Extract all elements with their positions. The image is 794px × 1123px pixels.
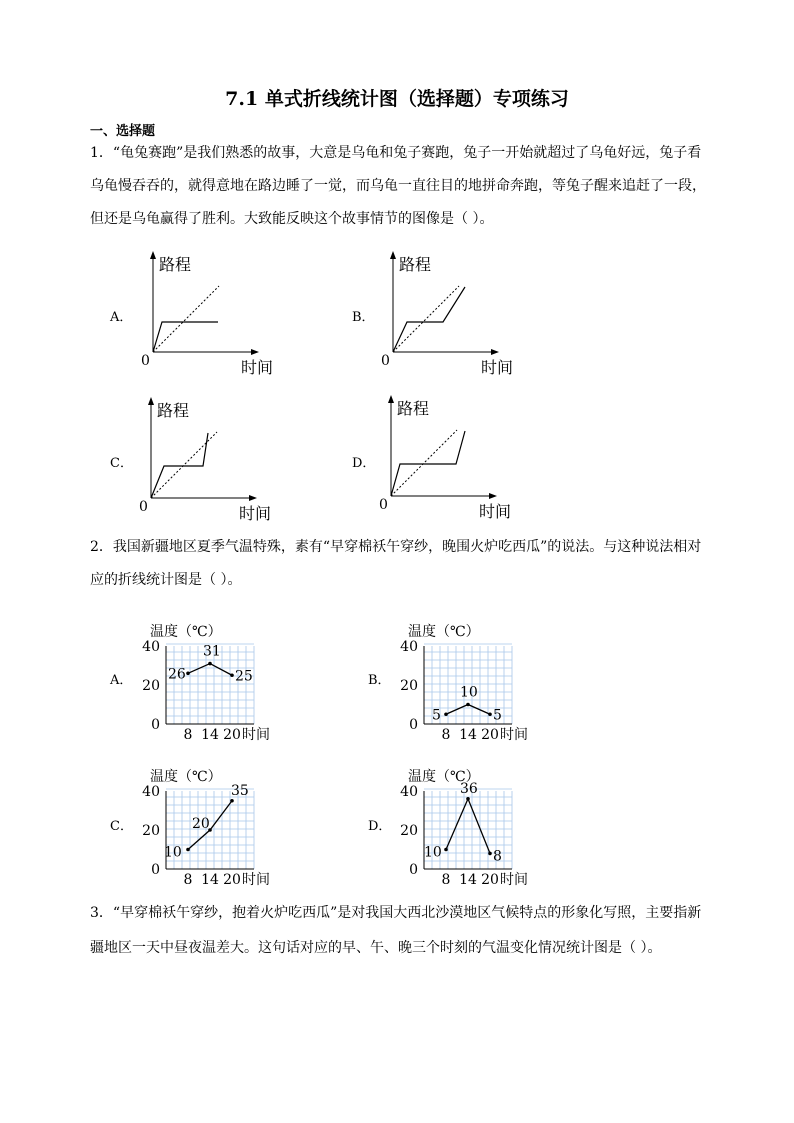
q2-chart-a-option-label: A． [110,673,133,688]
q2-chart-b-point [466,703,470,707]
q2-chart-b-y-tick: 0 [409,717,418,733]
q2-chart-a-y-tick: 40 [142,639,160,655]
q2-chart-b-data-label: 5 [432,707,441,724]
q1-option-d-y-arrow-icon [388,395,394,403]
q2-chart-c-data-label: 20 [192,816,210,832]
q1-option-b-rabbit-line [393,287,465,352]
q2-chart-c-x-tick: 14 [201,872,219,888]
q1-option-d-tortoise-line [391,430,457,496]
q2-chart-a-y-tick: 0 [151,717,160,733]
q2-chart-c-point [230,799,234,803]
q2-chart-a-data-label: 26 [168,666,186,683]
q2-chart-c-option-label: C． [110,819,133,834]
q1-option-a-y-label: 路程 [159,255,192,274]
q2-chart-a-x-tick: 20 [223,727,241,743]
q1-option-b-tortoise-line [393,286,459,352]
q1-option-a-label: A． [110,310,133,325]
q1-option-b-y-label: 路程 [399,255,432,274]
q2-chart-d-y-tick: 40 [400,784,418,800]
q1-option-b-label: B． [352,310,375,325]
q2-chart-c-point [186,848,190,852]
question-3-text: 3．“早穿棉袄午穿纱，抱着火炉吃西瓜”是对我国大西北沙漠地区气候特点的形象化写照，主要指新疆地区一天中昼夜温差大。这句话对应的早、午、晚三个时刻的气温变化情况统计图是（ ）。 [90,905,702,956]
q2-chart-b-y-tick: 40 [400,639,418,655]
q1-option-c-x-label: 时间 [239,504,272,523]
q1-option-d-y-label: 路程 [397,399,430,418]
q1-option-a-x-arrow-icon [251,349,259,355]
q1-option-d-rabbit-line [391,431,465,496]
q2-chart-d-y-label: 温度（℃） [408,769,480,785]
q2-chart-c-y-tick: 20 [142,823,160,839]
section-heading: 一、选择题 [90,124,156,139]
q1-option-a-tortoise-line [153,286,219,352]
q1-option-a-origin: 0 [141,353,150,369]
q1-option-d-label: D． [352,456,376,471]
q1-option-c-origin: 0 [139,499,148,515]
q2-chart-b-data-label: 10 [460,684,478,701]
q1-option-c-x-arrow-icon [249,495,257,501]
q2-chart-a-y-label: 温度（℃） [150,624,222,640]
q2-chart-a-point [208,662,212,666]
q1-option-a-rabbit-line [153,322,218,352]
q1-option-b-x-arrow-icon [491,349,499,355]
q2-chart-c-x-tick: 20 [223,872,241,888]
q1-option-d-x-label: 时间 [479,502,512,521]
q2-chart-d-data-label: 36 [460,780,478,797]
q2-chart-d-data-label: 10 [424,844,442,861]
q2-chart-d-x-tick: 8 [441,872,451,888]
q2-chart-a-data-label: 31 [203,643,221,660]
q1-option-c-label: C． [110,456,133,471]
q2-chart-a-x-tick: 8 [183,727,193,743]
q1-option-c-rabbit-line [151,433,208,498]
q2-chart-d-point [488,852,492,856]
q2-chart-d-data-label: 8 [493,848,502,865]
q2-chart-a-data-label: 25 [235,668,253,685]
q2-chart-c-x-label: 时间 [242,872,270,888]
question-1-text: 1．“龟兔赛跑”是我们熟悉的故事，大意是乌龟和兔子赛跑，兔子一开始就超过了乌龟好远，兔子看乌龟慢吞吞的，就得意地在路边睡了一觉，而乌龟一直往目的地拼命奔跑，等兔子醒来追赶了一段，但还是乌龟赢得了胜利。大致能反映这个故事情节的图像是（ ）。 [90,145,706,227]
q2-chart-d-y-tick: 20 [400,823,418,839]
q2-chart-b-x-tick: 20 [481,727,499,743]
q2-chart-b-x-tick: 14 [459,727,477,743]
q2-chart-d-y-tick: 0 [409,862,418,878]
q2-chart-a-x-label: 时间 [242,727,270,743]
q2-chart-b-x-label: 时间 [500,727,528,743]
q1-option-c-y-label: 路程 [157,401,190,420]
q1-option-b-y-arrow-icon [390,251,396,259]
q2-chart-d-option-label: D． [368,819,392,834]
q2-chart-b-option-label: B． [368,673,391,688]
q1-option-d-x-arrow-icon [489,493,497,499]
q2-chart-c-y-label: 温度（℃） [150,769,222,785]
q1-option-a-x-label: 时间 [241,358,274,377]
q1-option-c-y-arrow-icon [148,397,154,405]
q2-chart-c-x-tick: 8 [183,872,193,888]
q2-chart-d-x-tick: 14 [459,872,477,888]
q1-option-a-y-arrow-icon [150,251,156,259]
q2-chart-d-x-label: 时间 [500,872,528,888]
q2-chart-b-y-label: 温度（℃） [408,624,480,640]
q2-chart-b-point [488,712,492,716]
q2-chart-b-point [444,712,448,716]
q2-chart-c-data-label: 35 [231,782,249,799]
q2-chart-c-y-tick: 40 [142,784,160,800]
q1-option-b-origin: 0 [381,353,390,369]
q2-chart-a-y-tick: 20 [142,678,160,694]
page-title: 7.1 单式折线统计图（选择题）专项练习 [225,88,569,110]
q1-option-d-origin: 0 [379,497,388,513]
q2-chart-b-x-tick: 8 [441,727,451,743]
q2-chart-d-point [466,797,470,801]
question-2-text: 2．我国新疆地区夏季气温特殊，素有“早穿棉袄午穿纱，晚围火炉吃西瓜”的说法。与这种说法相对应的折线统计图是（ ）。 [90,539,702,588]
q2-chart-a-point [230,673,234,677]
q2-chart-c-y-tick: 0 [151,862,160,878]
q2-chart-b-y-tick: 20 [400,678,418,694]
q2-chart-b-data-label: 5 [493,707,502,724]
q2-chart-a-x-tick: 14 [201,727,219,743]
q2-chart-d-point [444,848,448,852]
q1-option-b-x-label: 时间 [481,358,514,377]
q2-chart-c-data-label: 10 [164,844,182,861]
q2-chart-d-x-tick: 20 [481,872,499,888]
q2-chart-a-point [186,672,190,676]
